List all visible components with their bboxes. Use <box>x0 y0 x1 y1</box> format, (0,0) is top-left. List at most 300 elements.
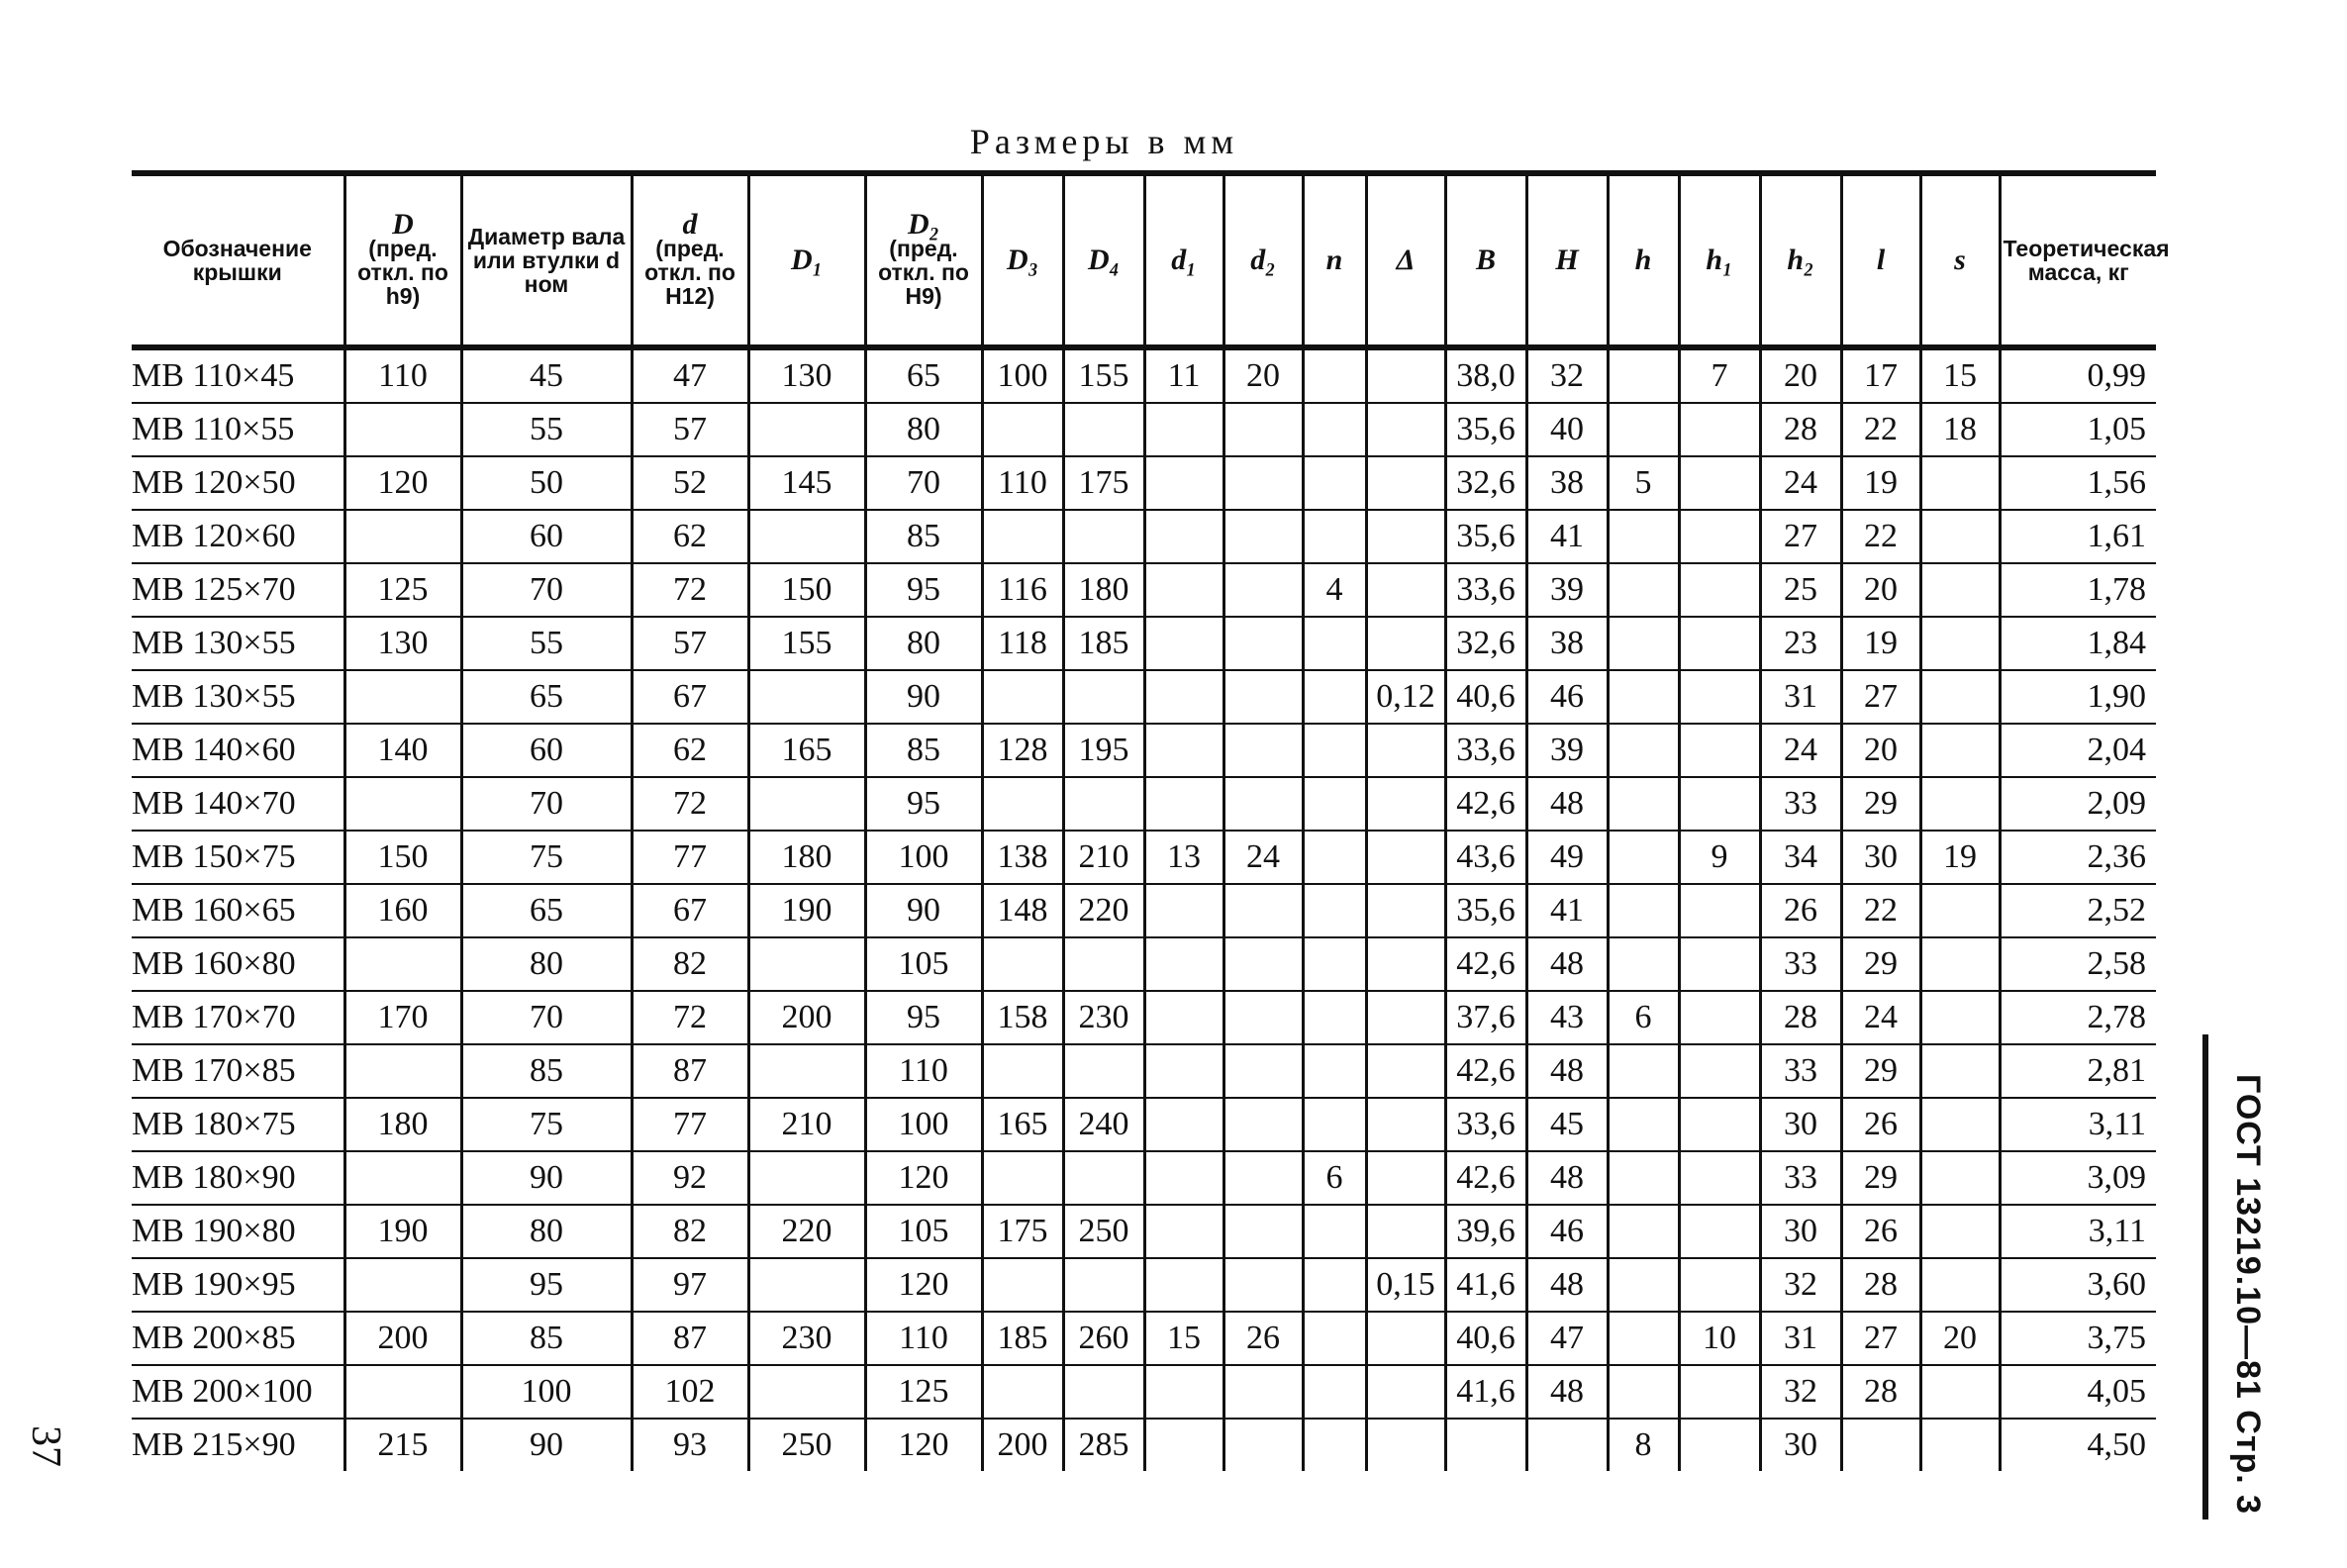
table-cell <box>1679 937 1760 991</box>
table-cell: 130 <box>344 617 461 670</box>
table-cell: 30 <box>1760 1098 1841 1151</box>
table-cell: 200 <box>344 1312 461 1365</box>
header-text: Обозначение крышки <box>162 236 312 285</box>
table-cell: 62 <box>632 724 748 777</box>
table-cell <box>1223 670 1303 724</box>
table-cell: 75 <box>461 1098 632 1151</box>
table-cell: 90 <box>461 1419 632 1471</box>
table-cell <box>1679 991 1760 1044</box>
table-cell <box>344 403 461 456</box>
table-cell: 72 <box>632 563 748 617</box>
table-cell: 43,6 <box>1445 831 1526 884</box>
table-cell: 250 <box>748 1419 865 1471</box>
table-cell <box>1679 510 1760 563</box>
table-cell: 70 <box>461 777 632 831</box>
table-cell: 150 <box>344 831 461 884</box>
table-cell: 5 <box>1608 456 1679 510</box>
table-cell: 118 <box>982 617 1063 670</box>
table-cell <box>344 510 461 563</box>
table-cell: 180 <box>748 831 865 884</box>
table-cell: 70 <box>865 456 982 510</box>
header-cell <box>2000 173 2170 347</box>
table-cell <box>1608 347 1679 403</box>
table-cell <box>1063 1258 1144 1312</box>
table-cell: 18 <box>1920 403 2000 456</box>
table-cell <box>1920 991 2000 1044</box>
table-cell: 48 <box>1526 1365 1608 1419</box>
table-cell: 148 <box>982 884 1063 937</box>
table-cell <box>1920 884 2000 937</box>
cover-designation: MB 110×45 <box>132 357 295 394</box>
table-cell <box>1366 937 1445 991</box>
table-cell <box>1144 991 1223 1044</box>
table-cell <box>1303 670 1366 724</box>
table-cell: 210 <box>1063 831 1144 884</box>
table-cell: 24 <box>1760 724 1841 777</box>
table-cell: 41 <box>1526 884 1608 937</box>
table-cell <box>1144 724 1223 777</box>
table-cell <box>1144 456 1223 510</box>
margin-rule <box>2202 1034 2208 1519</box>
table-row <box>132 884 2156 937</box>
table-cell: 28 <box>1841 1365 1920 1419</box>
table-cell: 28 <box>1760 403 1841 456</box>
table-cell <box>1679 456 1760 510</box>
table-cell <box>1303 1365 1366 1419</box>
table-cell: 27 <box>1841 670 1920 724</box>
cover-designation: MB 140×70 <box>132 777 344 831</box>
table-cell: 165 <box>748 724 865 777</box>
table-cell: 80 <box>461 937 632 991</box>
table-cell: 93 <box>632 1419 748 1471</box>
table-cell: 19 <box>1841 456 1920 510</box>
table-cell <box>748 670 865 724</box>
table-cell <box>1679 670 1760 724</box>
header-symbol: B <box>1475 244 1496 276</box>
table-cell <box>1920 1151 2000 1205</box>
table-cell <box>1144 777 1223 831</box>
table-cell: 46 <box>1526 1205 1608 1258</box>
header-text: (пред. откл. по H9) <box>878 236 969 309</box>
header-symbol: D₃ <box>1006 244 1039 276</box>
table-cell <box>1223 1044 1303 1098</box>
cover-designation: MB 130×55 <box>132 670 344 724</box>
table-cell: 180 <box>1063 563 1144 617</box>
table-cell: 95 <box>865 991 982 1044</box>
table-cell <box>1679 403 1760 456</box>
cover-designation: MB 190×80 <box>132 1205 344 1258</box>
table-cell: 100 <box>461 1365 632 1419</box>
cover-designation: MB 150×75 <box>132 831 344 884</box>
header-text: Диаметр вала или втулки d ном <box>467 224 626 297</box>
table-cell <box>344 1365 461 1419</box>
table-cell <box>1223 777 1303 831</box>
table-cell: 230 <box>1063 991 1144 1044</box>
table-cell: 29 <box>1841 777 1920 831</box>
table-cell <box>1366 510 1445 563</box>
table-cell: 67 <box>632 884 748 937</box>
table-cell <box>1223 724 1303 777</box>
table-cell: 70 <box>461 991 632 1044</box>
table-row <box>132 777 2156 831</box>
table-cell <box>1144 1365 1223 1419</box>
table-cell: 42,6 <box>1445 937 1526 991</box>
table-cell <box>1679 563 1760 617</box>
header-cell <box>1679 173 1760 347</box>
table-cell <box>1608 777 1679 831</box>
table-cell: 55 <box>461 617 632 670</box>
table-cell: 185 <box>1063 617 1144 670</box>
table-cell: 42,6 <box>1445 1044 1526 1098</box>
table-cell: 26 <box>1223 1312 1303 1365</box>
table-cell: 32 <box>1760 1365 1841 1419</box>
table-cell: 45 <box>1526 1098 1608 1151</box>
table-cell: 85 <box>461 1312 632 1365</box>
table-cell: 190 <box>344 1205 461 1258</box>
cover-designation: MB 110×55 <box>132 403 344 456</box>
table-cell: 125 <box>865 1365 982 1419</box>
table-cell: 87 <box>632 1312 748 1365</box>
table-cell <box>982 937 1063 991</box>
table-cell <box>1608 1365 1679 1419</box>
table-cell <box>1303 1044 1366 1098</box>
table-cell: 20 <box>1841 563 1920 617</box>
table-cell: 48 <box>1526 777 1608 831</box>
header-text: Теоретическая масса, кг <box>2003 236 2170 285</box>
table-cell: 47 <box>632 347 748 403</box>
cover-designation: MB 180×90 <box>132 1151 344 1205</box>
table-cell <box>1223 1098 1303 1151</box>
table-row <box>132 617 2156 670</box>
table-cell: 285 <box>1063 1419 1144 1471</box>
table-cell: 3,11 <box>2000 1205 2156 1258</box>
table-cell: 2,04 <box>2000 724 2156 777</box>
table-cell <box>748 937 865 991</box>
table-cell: 40 <box>1526 403 1608 456</box>
table-cell <box>1366 777 1445 831</box>
table-cell: 90 <box>865 884 982 937</box>
header-symbol: D₄ <box>1087 244 1121 276</box>
table-cell: 140 <box>344 724 461 777</box>
table-cell: 27 <box>1841 1312 1920 1365</box>
table-cell <box>1366 1312 1445 1365</box>
table-cell <box>1063 670 1144 724</box>
table-cell: 90 <box>865 670 982 724</box>
header-cell <box>1223 173 1303 347</box>
table-cell <box>982 510 1063 563</box>
table-cell <box>1366 347 1445 403</box>
table-row <box>132 1419 2156 1471</box>
table-cell: 160 <box>344 884 461 937</box>
table-cell <box>1144 884 1223 937</box>
table-cell: 32 <box>1760 1258 1841 1312</box>
table-cell <box>1679 1419 1760 1471</box>
table-cell: 15 <box>1144 1312 1223 1365</box>
table-cell: 200 <box>748 991 865 1044</box>
table-cell <box>1920 724 2000 777</box>
header-cell <box>1841 173 1920 347</box>
table-cell: 220 <box>748 1205 865 1258</box>
cover-designation: MB 190×95 <box>132 1258 344 1312</box>
table-cell: 13 <box>1144 831 1223 884</box>
table-cell: 165 <box>982 1098 1063 1151</box>
table-cell: 240 <box>1063 1098 1144 1151</box>
table-cell: 92 <box>632 1151 748 1205</box>
table-cell: 3,60 <box>2000 1258 2156 1312</box>
table-cell <box>1679 1151 1760 1205</box>
table-cell <box>1223 884 1303 937</box>
table-row <box>132 1151 2156 1205</box>
table-cell: 11 <box>1144 347 1223 403</box>
table-cell <box>1679 777 1760 831</box>
table-cell: 19 <box>1920 831 2000 884</box>
table-cell: 30 <box>1760 1419 1841 1471</box>
table-cell: 67 <box>632 670 748 724</box>
table-cell <box>1303 1419 1366 1471</box>
table-cell <box>1144 1419 1223 1471</box>
table-cell: 95 <box>865 563 982 617</box>
table-cell: 35,6 <box>1445 403 1526 456</box>
table-cell: 80 <box>461 1205 632 1258</box>
table-cell <box>1366 563 1445 617</box>
table-cell: 52 <box>632 456 748 510</box>
table-cell <box>1679 1044 1760 1098</box>
table-cell: 77 <box>632 1098 748 1151</box>
table-cell: 8 <box>1608 1419 1679 1471</box>
header-symbol: d <box>682 208 698 241</box>
table-cell: 120 <box>344 456 461 510</box>
table-cell <box>1920 510 2000 563</box>
table-cell: 3,09 <box>2000 1151 2156 1205</box>
table-cell: 210 <box>748 1098 865 1151</box>
table-cell: 65 <box>865 347 982 403</box>
table-cell: 15 <box>1920 347 2000 403</box>
table-cell: 32,6 <box>1445 456 1526 510</box>
table-cell: 20 <box>1841 724 1920 777</box>
table-cell: 260 <box>1063 1312 1144 1365</box>
table-cell: 39,6 <box>1445 1205 1526 1258</box>
table-cell: 130 <box>748 347 865 403</box>
table-cell: 39 <box>1526 724 1608 777</box>
table-cell: 22 <box>1841 403 1920 456</box>
table-cell: 9 <box>1679 831 1760 884</box>
table-cell <box>1063 1044 1144 1098</box>
table-cell: 48 <box>1526 1258 1608 1312</box>
table-cell: 220 <box>1063 884 1144 937</box>
table-cell: 33 <box>1760 777 1841 831</box>
table-cell: 2,52 <box>2000 884 2156 937</box>
table-cell: 110 <box>982 456 1063 510</box>
cover-designation: MB 160×80 <box>132 937 344 991</box>
table-cell: 82 <box>632 1205 748 1258</box>
table-cell <box>1144 1098 1223 1151</box>
table-cell: 57 <box>632 617 748 670</box>
table-row <box>132 1205 2156 1258</box>
table-cell <box>1223 1258 1303 1312</box>
table-header-row <box>132 173 2156 347</box>
table-cell: 2,78 <box>2000 991 2156 1044</box>
table-cell: 175 <box>982 1205 1063 1258</box>
table-cell <box>1920 1258 2000 1312</box>
table-cell <box>1063 1365 1144 1419</box>
table-cell: 29 <box>1841 1044 1920 1098</box>
table-cell: 31 <box>1760 1312 1841 1365</box>
table-cell <box>1920 1098 2000 1151</box>
table-cell <box>1303 884 1366 937</box>
table-cell <box>1144 563 1223 617</box>
table-cell <box>1445 1419 1526 1471</box>
cover-designation: MB 120×50 <box>132 456 344 510</box>
table-cell: 6 <box>1608 991 1679 1044</box>
page-number: 37 <box>23 1425 68 1467</box>
table-cell <box>1679 617 1760 670</box>
table-cell: 57 <box>632 403 748 456</box>
table-cell <box>1366 1419 1445 1471</box>
header-cell <box>632 173 748 347</box>
table-cell: 29 <box>1841 1151 1920 1205</box>
header-cell <box>1920 173 2000 347</box>
table-cell <box>1608 617 1679 670</box>
header-cell <box>982 173 1063 347</box>
header-symbol: D₁ <box>790 244 824 276</box>
table-cell: 105 <box>865 937 982 991</box>
table-cell <box>1366 1205 1445 1258</box>
table-cell: 128 <box>982 724 1063 777</box>
table-cell <box>1303 617 1366 670</box>
table-cell: 2,58 <box>2000 937 2156 991</box>
table-cell: 1,78 <box>2000 563 2156 617</box>
table-cell <box>1144 510 1223 563</box>
table-cell <box>1063 1151 1144 1205</box>
table-cell: 100 <box>865 1098 982 1151</box>
table-cell: 95 <box>865 777 982 831</box>
table-cell: 2,09 <box>2000 777 2156 831</box>
table-cell <box>1063 937 1144 991</box>
header-symbol: D <box>392 208 414 241</box>
table-cell: 33,6 <box>1445 1098 1526 1151</box>
table-row <box>132 1312 2156 1365</box>
table-cell: 70 <box>461 563 632 617</box>
table-cell <box>1303 510 1366 563</box>
table-cell: 41,6 <box>1445 1258 1526 1312</box>
table-cell <box>1366 991 1445 1044</box>
table-cell: 60 <box>461 510 632 563</box>
table-cell: 1,05 <box>2000 403 2156 456</box>
table-cell: 24 <box>1760 456 1841 510</box>
table-cell <box>1608 724 1679 777</box>
table-cell <box>1366 403 1445 456</box>
dimensions-caption: Размеры в мм <box>969 122 1239 161</box>
table-cell <box>748 1258 865 1312</box>
table-cell <box>1303 403 1366 456</box>
table-cell: 100 <box>865 831 982 884</box>
table-cell: 145 <box>748 456 865 510</box>
table-cell <box>1366 1098 1445 1151</box>
table-cell: 34 <box>1760 831 1841 884</box>
table-cell: 20 <box>1760 347 1841 403</box>
header-cell <box>1760 173 1841 347</box>
table-cell: 4,50 <box>2000 1419 2156 1471</box>
table-cell <box>1366 884 1445 937</box>
table-cell <box>1920 1044 2000 1098</box>
table-cell: 65 <box>461 884 632 937</box>
table-cell <box>1608 937 1679 991</box>
table-cell: 55 <box>461 403 632 456</box>
table-cell: 38,0 <box>1445 347 1526 403</box>
table-cell: 22 <box>1841 510 1920 563</box>
table-cell <box>1144 1151 1223 1205</box>
table-cell: 48 <box>1526 1044 1608 1098</box>
table-row <box>132 937 2156 991</box>
table-cell: 77 <box>632 831 748 884</box>
table-cell <box>1303 991 1366 1044</box>
table-cell: 32,6 <box>1445 617 1526 670</box>
table-cell <box>1679 724 1760 777</box>
table-row <box>132 1098 2156 1151</box>
table-cell: 3,11 <box>2000 1098 2156 1151</box>
table-cell: 155 <box>1063 347 1144 403</box>
header-symbol: s <box>1954 244 1966 276</box>
table-cell <box>1920 777 2000 831</box>
table-cell <box>1608 1205 1679 1258</box>
table-cell <box>1608 403 1679 456</box>
table-cell: 26 <box>1841 1205 1920 1258</box>
table-cell: 23 <box>1760 617 1841 670</box>
table-cell: 1,56 <box>2000 456 2156 510</box>
cover-designation: MB 215×90 <box>132 1419 344 1471</box>
table-cell <box>748 777 865 831</box>
table-cell <box>1223 510 1303 563</box>
table-cell: 120 <box>865 1151 982 1205</box>
header-symbol: l <box>1876 244 1886 276</box>
cover-designation: MB 170×85 <box>132 1044 344 1098</box>
table-cell: 29 <box>1841 937 1920 991</box>
table-cell: 10 <box>1679 1312 1760 1365</box>
table-cell <box>344 937 461 991</box>
table-cell: 180 <box>344 1098 461 1151</box>
table-cell: 25 <box>1760 563 1841 617</box>
table-cell <box>1608 563 1679 617</box>
header-cell <box>1366 173 1445 347</box>
table-cell <box>982 777 1063 831</box>
table-cell: 22 <box>1841 884 1920 937</box>
table-cell: 158 <box>982 991 1063 1044</box>
header-cell <box>1608 173 1679 347</box>
table-cell: 90 <box>461 1151 632 1205</box>
table-cell: 110 <box>865 1044 982 1098</box>
header-cell <box>1063 173 1144 347</box>
table-cell <box>1608 831 1679 884</box>
table-cell: 65 <box>461 670 632 724</box>
table-row <box>132 991 2156 1044</box>
table-cell: 30 <box>1841 831 1920 884</box>
table-cell <box>1223 563 1303 617</box>
table-cell <box>1920 670 2000 724</box>
table-cell <box>1920 456 2000 510</box>
table-cell <box>748 1365 865 1419</box>
table-cell <box>1366 456 1445 510</box>
header-symbol: D₂ <box>907 208 940 241</box>
table-cell: 100 <box>982 347 1063 403</box>
table-cell: 24 <box>1841 991 1920 1044</box>
table-cell: 2,81 <box>2000 1044 2156 1098</box>
table-cell: 72 <box>632 991 748 1044</box>
table-cell: 2,36 <box>2000 831 2156 884</box>
table-cell <box>1366 1044 1445 1098</box>
table-cell: 41,6 <box>1445 1365 1526 1419</box>
table-cell <box>1303 347 1366 403</box>
table-cell: 26 <box>1760 884 1841 937</box>
